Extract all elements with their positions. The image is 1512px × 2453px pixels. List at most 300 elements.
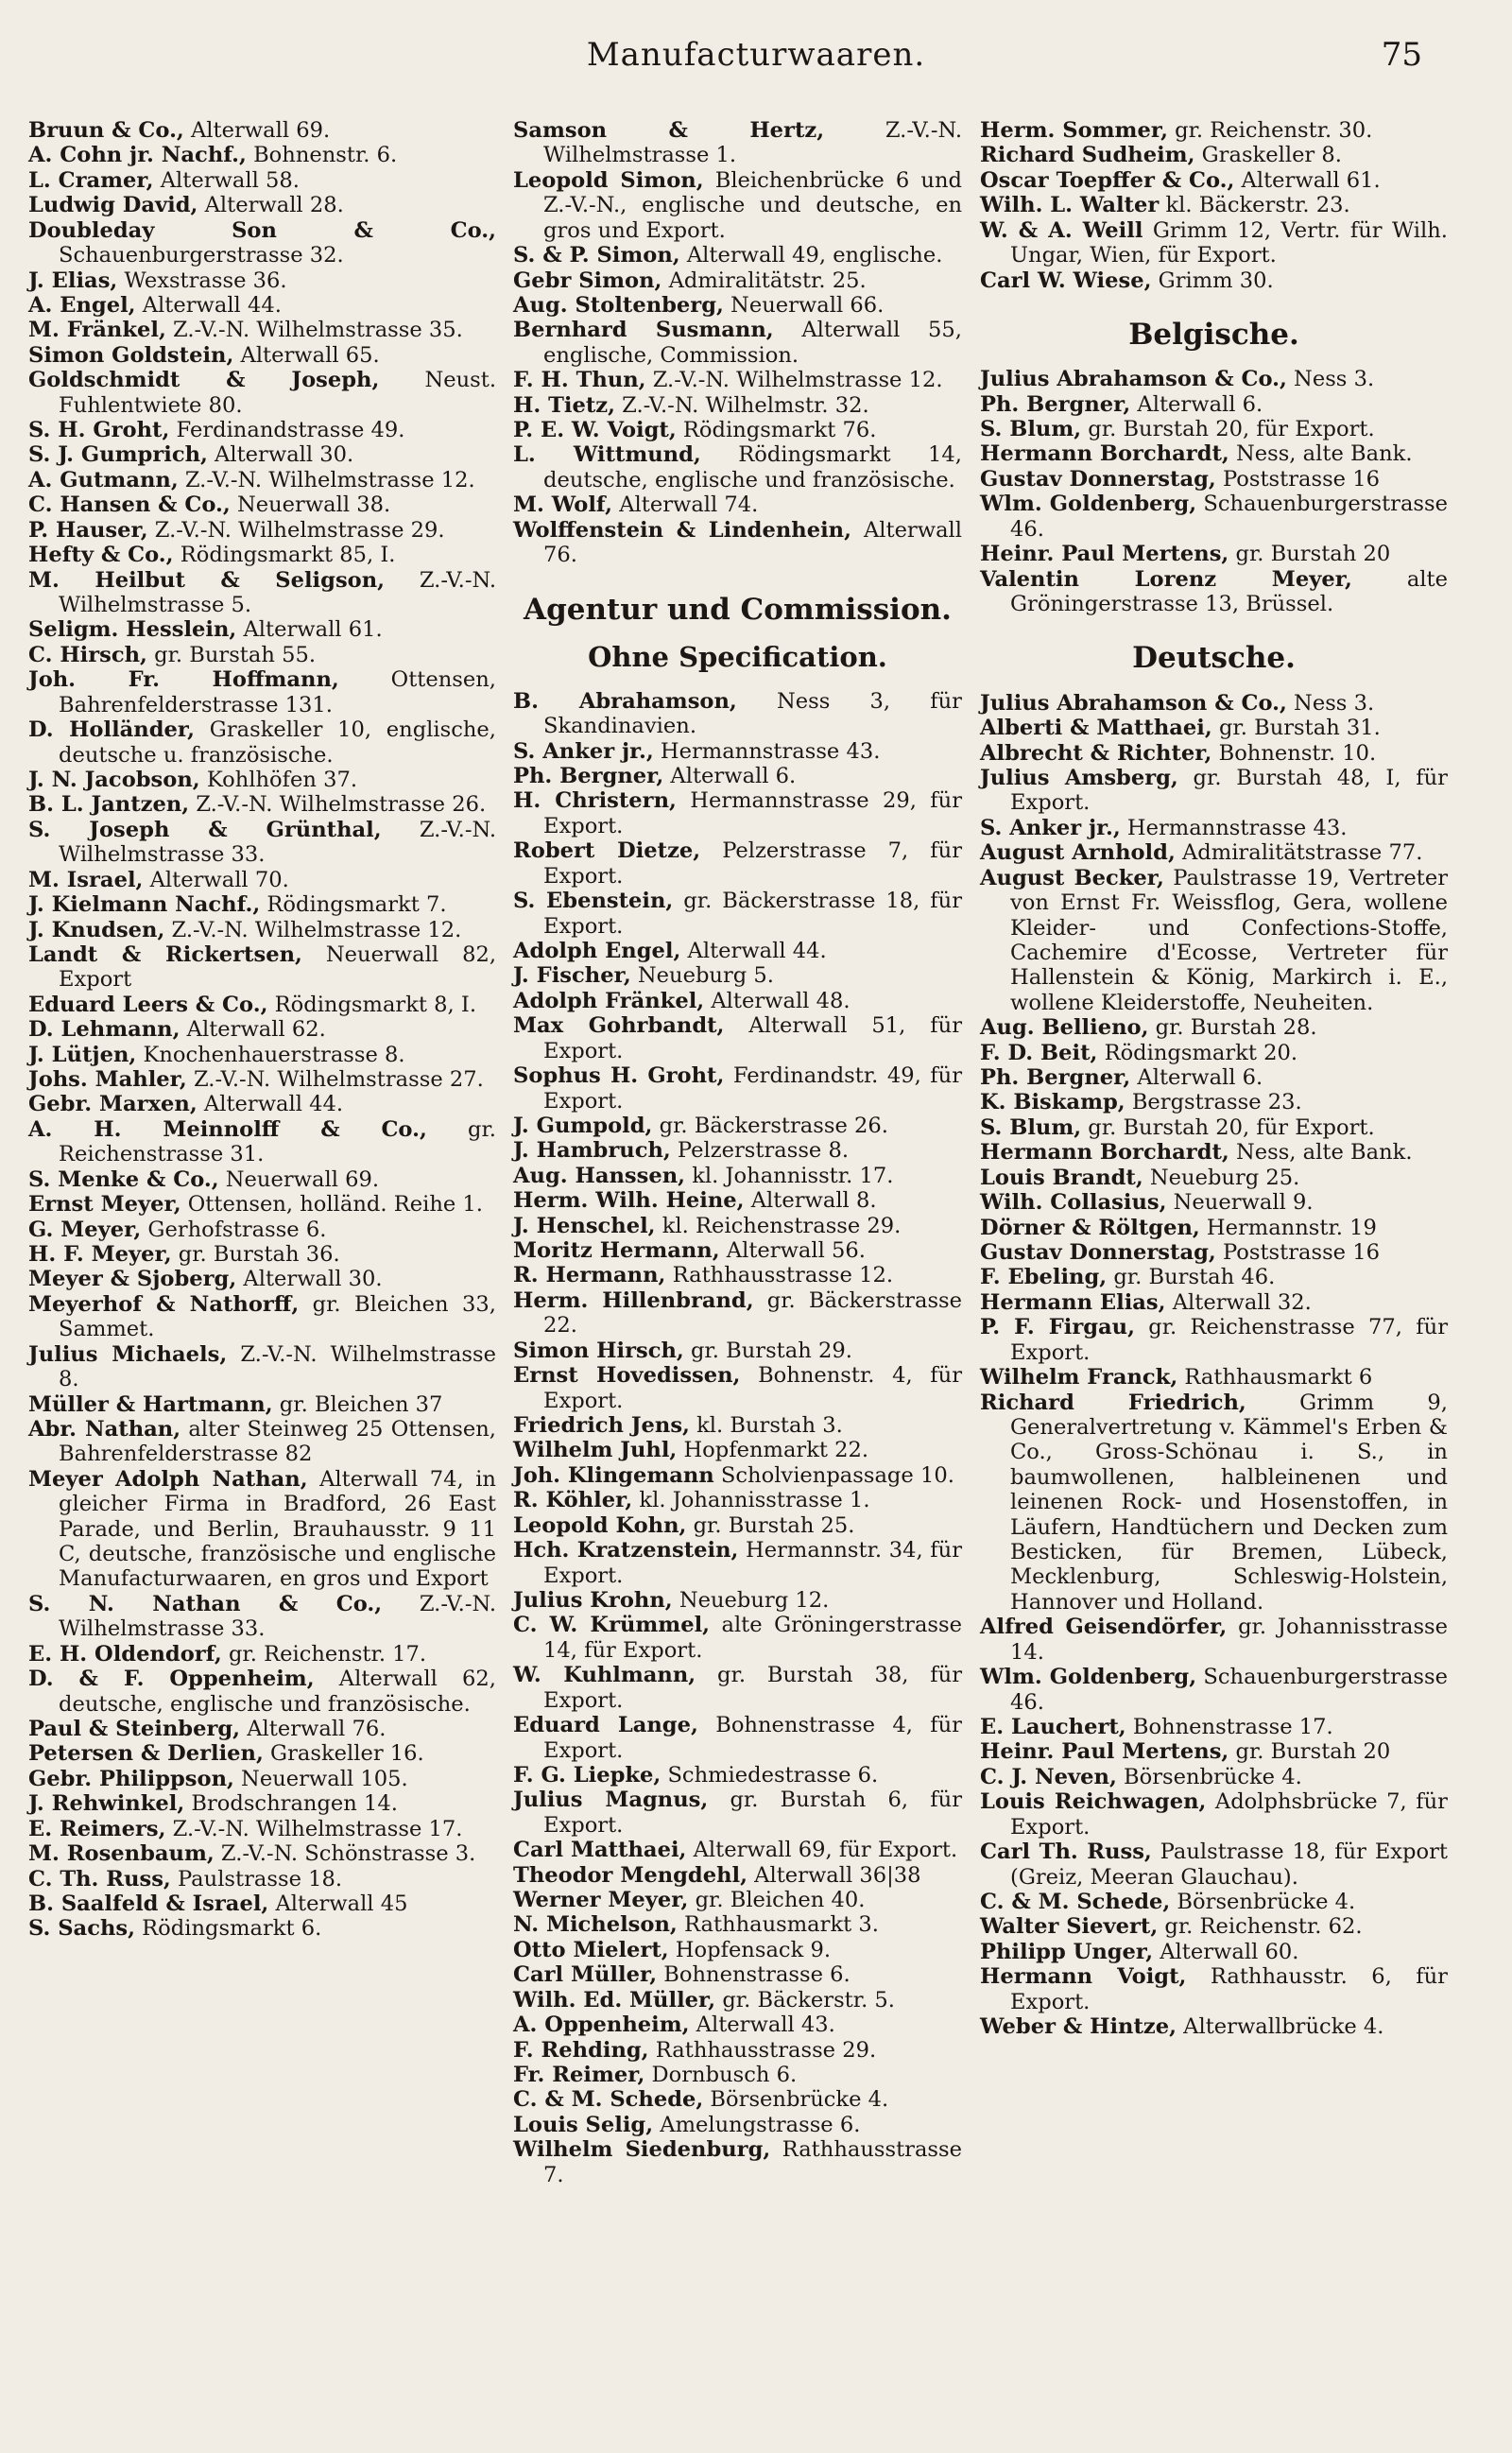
entry-firm-name: L. Wittmund, — [513, 442, 701, 468]
directory-entry — [513, 1138, 962, 1163]
directory-entry — [513, 1238, 962, 1263]
entry-address: Alterwall 28. — [198, 193, 344, 218]
column-3 — [980, 118, 1448, 2039]
entry-firm-name: R. Köhler, — [513, 1488, 633, 1513]
entry-address: Rödingsmarkt 14, deutsche, englische und französische. — [543, 442, 962, 492]
directory-entry — [513, 268, 962, 293]
entry-address: Poststrasse 16 — [1215, 1239, 1380, 1265]
directory-entry — [513, 1663, 962, 1713]
entry-address: gr. Burstah 20 — [1228, 1739, 1391, 1765]
entry-firm-name: Weber & Hintze, — [980, 2014, 1177, 2040]
directory-entry — [28, 1092, 496, 1116]
entry-firm-name: Müller & Hartmann, — [28, 1391, 273, 1417]
entry-address: Alterwall 51, für Export. — [543, 1013, 962, 1063]
entry-address: Börsenbrücke 4. — [1116, 1764, 1302, 1789]
entry-address: kl. Burstah 3. — [689, 1413, 843, 1439]
entry-address: Rathhausstrasse 29. — [648, 2037, 877, 2063]
entry-address: Z.-V.-N. Wilhelmstrasse 8. — [59, 1341, 496, 1392]
directory-entry — [28, 667, 496, 717]
entry-address: Alterwall 8. — [744, 1188, 877, 1214]
directory-entry — [980, 1265, 1448, 1289]
entry-address: alter Steinweg 25 Ottensen, Bahrenfelderstrasse 82 — [59, 1416, 496, 1467]
directory-entry — [513, 1888, 962, 1912]
directory-entry — [513, 1788, 962, 1838]
entry-firm-name: Julius Abrahamson & Co., — [980, 690, 1287, 716]
entry-address: Alterwall 32. — [1165, 1289, 1312, 1315]
entry-firm-name: Leopold Kohn, — [513, 1512, 687, 1538]
directory-entry — [513, 243, 962, 268]
directory-entry — [513, 1538, 962, 1588]
directory-entry — [980, 691, 1448, 716]
directory-entry — [28, 1867, 496, 1892]
entry-address: gr. Burstah 28. — [1148, 1015, 1317, 1041]
entry-address: Alterwall 70. — [143, 867, 289, 892]
entry-firm-name: Sophus H. Groht, — [513, 1063, 725, 1089]
entry-address: Alterwall 69, für Export. — [686, 1838, 958, 1863]
entry-firm-name: Philipp Unger, — [980, 1939, 1154, 1964]
directory-entry — [513, 2113, 962, 2137]
entry-firm-name: M. Israel, — [28, 867, 144, 892]
entry-address: gr. Reichenstr. 62. — [1158, 1914, 1363, 1940]
directory-entry — [980, 1890, 1448, 1914]
entry-address: gr. Burstah 25. — [686, 1512, 855, 1538]
directory-entry — [513, 1438, 962, 1462]
entry-firm-name: Hermann Elias, — [980, 1289, 1166, 1315]
entry-address: Z.-V.-N. Wilhelmstrasse 5. — [59, 567, 496, 618]
entry-address: Alterwall 58. — [153, 167, 300, 193]
directory-entry — [28, 1067, 496, 1092]
directory-entry — [980, 1840, 1448, 1890]
directory-entry — [980, 1914, 1448, 1939]
entry-address: Ness 3, für Skandinavien. — [543, 688, 962, 739]
directory-entry — [513, 442, 962, 492]
directory-entry — [28, 318, 496, 342]
entry-address: kl. Johannisstr. 17. — [685, 1163, 894, 1188]
entry-firm-name: Goldschmidt & Joseph, — [28, 368, 380, 393]
entry-address: Alterwall 56. — [719, 1238, 866, 1264]
directory-entry — [513, 1713, 962, 1763]
directory-entry — [980, 741, 1448, 766]
entry-firm-name: Wilhelm Juhl, — [513, 1438, 678, 1463]
entry-firm-name: Meyerhof & Nathorff, — [28, 1291, 300, 1317]
entry-address: gr. Burstah 38, für Export. — [543, 1663, 962, 1713]
entry-address: Z.-V.-N. Wilhelmstrasse 17. — [165, 1816, 463, 1841]
entry-firm-name: Louis Brandt, — [980, 1165, 1143, 1190]
entry-address: kl. Bäckerstr. 23. — [1159, 193, 1350, 218]
entry-firm-name: Werner Meyer, — [513, 1888, 689, 1913]
entry-firm-name: Gebr. Marxen, — [28, 1092, 198, 1117]
entry-address: Alterwall 60. — [1153, 1939, 1299, 1964]
entry-address: Z.-V.-N. Wilhelmstrasse 35. — [165, 318, 463, 343]
entry-address: Neuerwall 69. — [218, 1166, 380, 1192]
entry-firm-name: Herm. Wilh. Heine, — [513, 1188, 745, 1214]
section-heading-ohne: Ohne Specification. — [588, 640, 887, 673]
directory-entry — [980, 193, 1448, 217]
directory-entry — [980, 1065, 1448, 1090]
entry-firm-name: B. L. Jantzen, — [28, 792, 190, 818]
directory-entry — [513, 1164, 962, 1188]
entry-address: gr. Reichenstr. 17. — [221, 1641, 427, 1667]
directory-entry — [28, 218, 496, 268]
entry-address: Z.-V.-N. Wilhelmstrasse 26. — [189, 792, 487, 818]
entry-address: Alterwall 61. — [236, 617, 383, 643]
entry-firm-name: Dörner & Röltgen, — [980, 1215, 1200, 1240]
entry-address: Bohnenstrasse 17. — [1125, 1715, 1333, 1739]
entry-address: gr. Bleichen 37 — [272, 1391, 443, 1417]
entry-firm-name: N. Michelson, — [513, 1912, 678, 1938]
directory-entry — [513, 1912, 962, 1937]
entry-address: Neust. Fuhlentwiete 80. — [59, 368, 496, 418]
entry-address: Hermannstrasse 43. — [653, 738, 881, 764]
entry-firm-name: Adolph Fränkel, — [513, 988, 705, 1013]
directory-entry — [513, 168, 962, 243]
entry-address: Neueburg 5. — [630, 963, 774, 989]
directory-entry — [980, 1940, 1448, 1964]
directory-entry — [980, 542, 1448, 566]
entry-address: Schauenburgerstrasse 46. — [1010, 1665, 1448, 1715]
directory-entry — [28, 792, 496, 817]
entry-address: gr. Reichenstrasse 31. — [59, 1116, 496, 1167]
entry-address: Z.-V.-N. Wilhelmstrasse 1. — [543, 118, 962, 168]
entry-firm-name: S. N. Nathan & Co., — [28, 1591, 383, 1616]
entry-address: Paulstrasse 18. — [170, 1866, 343, 1892]
entry-address: gr. Johannisstrasse 14. — [1010, 1615, 1448, 1665]
entry-address: Alterwall 62, deutsche, englische und französische. — [59, 1667, 496, 1717]
entry-firm-name: Theodor Mengdehl, — [513, 1862, 747, 1888]
entry-address: Ness 3. — [1286, 367, 1375, 392]
directory-entry — [513, 1938, 962, 1962]
entry-firm-name: S. Menke & Co., — [28, 1166, 219, 1192]
directory-entry — [980, 1115, 1448, 1140]
directory-entry — [513, 492, 962, 517]
entry-address: Pelzerstrasse 7, für Export. — [543, 838, 962, 889]
directory-entry — [513, 1962, 962, 1987]
directory-entry — [513, 1763, 962, 1788]
directory-entry — [28, 492, 496, 517]
entry-address: Z.-V.-N. Wilhelmstrasse 29. — [147, 517, 445, 543]
directory-entry — [28, 193, 496, 217]
entry-firm-name: Hefty & Co., — [28, 543, 174, 568]
directory-entry — [980, 716, 1448, 740]
directory-entry — [513, 1613, 962, 1663]
directory-entry — [513, 1214, 962, 1238]
page-header — [0, 28, 1512, 85]
entry-address: Alterwall 74, in gleicher Firma in Bradford, 26 East Parade, und Berlin, Brauhausstr. 9 11 C, deutsche, französische und englische Manufacturwaaren, en gros und Export — [59, 1466, 496, 1592]
entry-address: gr. Bäckerstr. 5. — [715, 1987, 895, 2012]
directory-entry — [980, 567, 1448, 617]
entry-firm-name: E. Lauchert, — [980, 1715, 1126, 1739]
entry-address: Ottensen, Bahrenfelderstrasse 131. — [59, 667, 496, 717]
directory-entry — [980, 168, 1448, 193]
entry-firm-name: A. Engel, — [28, 292, 136, 318]
entry-firm-name: P. Hauser, — [28, 517, 148, 543]
entry-address: Ottensen, holländ. Reihe 1. — [180, 1192, 483, 1218]
entry-address: kl. Johannisstrasse 1. — [632, 1488, 870, 1513]
entry-firm-name: Carl W. Wiese, — [980, 268, 1152, 293]
entry-address: Rathhausstr. 6, für Export. — [1010, 1964, 1448, 2014]
directory-entry — [513, 689, 962, 739]
directory-entry — [28, 818, 496, 868]
entry-address: Alterwall 45 — [268, 1891, 408, 1916]
directory-entry — [513, 1863, 962, 1888]
entry-address: gr. Burstah 31. — [1211, 716, 1381, 741]
entry-address: Hermannstrasse 29, für Export. — [543, 788, 962, 838]
directory-entry — [513, 2012, 962, 2037]
directory-entry — [513, 518, 962, 568]
directory-entry — [513, 739, 962, 764]
entry-firm-name: Wilhelm Franck, — [980, 1365, 1178, 1391]
directory-entry — [513, 2063, 962, 2087]
entry-firm-name: P. E. W. Voigt, — [513, 418, 677, 443]
entry-address: Alterwall 55, englische, Commission. — [543, 318, 962, 368]
entry-address: gr. Bleichen 33, Sammet. — [59, 1291, 496, 1342]
directory-entry — [980, 1216, 1448, 1240]
entry-address: Z.-V.-N. Wilhelmstrasse 33. — [59, 817, 496, 868]
entry-address: Alterwall 62. — [180, 1017, 326, 1043]
entry-firm-name: Julius Amsberg, — [980, 765, 1178, 790]
entry-firm-name: Julius Abrahamson & Co., — [980, 367, 1287, 392]
directory-entry — [980, 1290, 1448, 1315]
directory-entry — [28, 268, 496, 293]
entry-address: Alterwall 65. — [233, 342, 380, 368]
entry-firm-name: Heinr. Paul Mertens, — [980, 1739, 1229, 1765]
directory-entry — [28, 1817, 496, 1841]
entry-firm-name: W. Kuhlmann, — [513, 1663, 696, 1688]
entry-firm-name: Heinr. Paul Mertens, — [980, 542, 1229, 567]
directory-entry — [28, 892, 496, 917]
entry-firm-name: S. Ebenstein, — [513, 889, 674, 914]
entry-firm-name: Carl Müller, — [513, 1962, 658, 1988]
entry-firm-name: Gustav Donnerstag, — [980, 466, 1216, 492]
directory-entry — [28, 1342, 496, 1392]
entry-address: Bohnenstr. 10. — [1211, 740, 1377, 766]
entry-firm-name: F. Rehding, — [513, 2037, 649, 2063]
entry-firm-name: A. Oppenheim, — [513, 2012, 690, 2038]
entry-firm-name: S. Anker jr., — [980, 815, 1121, 840]
entry-firm-name: Wilh. Ed. Müller, — [513, 1987, 716, 2012]
directory-entry — [513, 1988, 962, 2012]
directory-entry — [980, 218, 1448, 268]
entry-firm-name: Simon Goldstein, — [28, 342, 234, 368]
entry-address: gr. Reichenstr. 30. — [1167, 118, 1373, 143]
entry-address: Grimm 12, Vertr. für Wilh. Ungar, Wien, für Export. — [1010, 217, 1448, 268]
directory-entry — [513, 989, 962, 1013]
entry-address: Alterwall 49, englische. — [679, 243, 943, 268]
entry-firm-name: M. Rosenbaum, — [28, 1841, 215, 1867]
entry-firm-name: Albrecht & Richter, — [980, 740, 1212, 766]
directory-entry — [980, 392, 1448, 417]
entry-firm-name: H. Christern, — [513, 788, 677, 814]
directory-entry — [28, 1717, 496, 1741]
directory-entry — [28, 343, 496, 368]
directory-entry — [28, 1767, 496, 1791]
entry-address: Neuerwall 66. — [723, 292, 885, 318]
entry-firm-name: Richard Sudheim, — [980, 143, 1195, 168]
directory-entry — [28, 293, 496, 318]
entry-address: Ferdinandstrasse 49. — [169, 418, 405, 443]
entry-address: Rödingsmarkt 6. — [134, 1916, 322, 1942]
entry-firm-name: Wlm. Goldenberg, — [980, 1665, 1197, 1690]
entry-address: Z.-V.-N. Schönstrasse 3. — [214, 1841, 476, 1867]
entry-firm-name: Johs. Mahler, — [28, 1067, 187, 1093]
directory-entry — [28, 168, 496, 193]
entry-address: gr. Burstah 36. — [171, 1241, 340, 1267]
directory-entry — [980, 1315, 1448, 1365]
directory-entry — [513, 1013, 962, 1063]
directory-entry — [980, 1090, 1448, 1114]
directory-entry — [513, 393, 962, 418]
entry-firm-name: Gustav Donnerstag, — [980, 1239, 1216, 1265]
entry-firm-name: J. Kielmann Nachf., — [28, 892, 261, 918]
directory-entry — [980, 1789, 1448, 1840]
entry-address: Alterwall 44. — [680, 939, 827, 963]
entry-firm-name: Carl Th. Russ, — [980, 1840, 1152, 1865]
directory-entry — [28, 918, 496, 942]
entry-address: Schauenburgerstrasse 32. — [59, 243, 344, 268]
entry-firm-name: August Arnhold, — [980, 840, 1176, 866]
entry-firm-name: Doubleday Son & Co., — [28, 217, 496, 243]
entry-address: Adolphsbrücke 7, für Export. — [1010, 1789, 1448, 1840]
entry-address: Bohnenstrasse 6. — [657, 1962, 850, 1988]
entry-firm-name: Wilh. Collasius, — [980, 1190, 1167, 1216]
entry-firm-name: C. Hirsch, — [28, 642, 147, 667]
entry-firm-name: M. Wolf, — [513, 492, 613, 518]
entry-firm-name: Bruun & Co., — [28, 118, 184, 143]
directory-entry — [28, 1916, 496, 1941]
directory-entry — [980, 1964, 1448, 2014]
entry-firm-name: Ernst Hovedissen, — [513, 1363, 741, 1389]
directory-entry — [980, 1140, 1448, 1165]
entry-address: gr. Bleichen 40. — [688, 1888, 866, 1913]
directory-entry — [28, 418, 496, 442]
entry-firm-name: Louis Selig, — [513, 2112, 654, 2137]
entry-address: Graskeller 10, englische, deutsche u. französische. — [59, 717, 496, 768]
entry-firm-name: Fr. Reimer, — [513, 2062, 645, 2087]
entry-firm-name: W. & A. Weill — [980, 217, 1143, 243]
entry-firm-name: Ph. Bergner, — [513, 764, 664, 789]
directory-entry — [28, 1741, 496, 1766]
entry-address: gr. Bäckerstrasse 26. — [652, 1113, 888, 1138]
entry-firm-name: S. Sachs, — [28, 1916, 135, 1942]
entry-firm-name: P. F. Firgau, — [980, 1315, 1135, 1340]
directory-entry — [513, 293, 962, 318]
entry-address: Grimm 9, Generalvertretung v. Kämmel's Erben & Co., Gross-Schönau i. S., in baumwollenen, halbleinenen und leinenen Rock- und Hosenstoffen, in Läufern, Handtüchern und Decken zum Besticken, für Bremen, Lübeck, Mecklenburg, Schleswig-Holstein, Hannover und Holland. — [1010, 1390, 1448, 1615]
entry-firm-name: Herm. Sommer, — [980, 118, 1168, 143]
directory-entry — [980, 1015, 1448, 1040]
entry-firm-name: J. N. Jacobson, — [28, 767, 200, 792]
entry-firm-name: F. H. Thun, — [513, 368, 646, 393]
entry-address: Wexstrasse 36. — [117, 268, 287, 293]
entry-address: Z.-V.-N. Wilhelmstr. 32. — [614, 392, 869, 418]
entry-firm-name: D. Holländer, — [28, 717, 196, 743]
entry-address: gr. Bäckerstrasse 22. — [543, 1287, 963, 1339]
directory-entry — [980, 441, 1448, 466]
directory-entry — [28, 368, 496, 418]
entry-firm-name: J. Elias, — [28, 268, 118, 293]
entry-firm-name: K. Biskamp, — [980, 1090, 1125, 1115]
entry-firm-name: S. H. Groht, — [28, 418, 170, 443]
entry-firm-name: J. Knudsen, — [28, 917, 165, 942]
entry-address: Kohlhöfen 37. — [199, 767, 358, 792]
entry-address: Alterwall 44. — [135, 292, 282, 318]
entry-address: Admiralitätstr. 25. — [662, 268, 867, 293]
directory-entry — [980, 417, 1448, 441]
directory-entry — [513, 1588, 962, 1613]
entry-firm-name: Adolph Engel, — [513, 939, 681, 963]
entry-address: Neuerwall 105. — [233, 1766, 408, 1791]
entry-address: Admiralitätstrasse 77. — [1175, 840, 1423, 866]
entry-firm-name: Richard Friedrich, — [980, 1390, 1246, 1415]
entry-firm-name: Carl Matthaei, — [513, 1838, 687, 1863]
entry-address: Neueburg 25. — [1143, 1165, 1300, 1190]
entry-list — [28, 118, 496, 1942]
entry-firm-name: J. Fischer, — [513, 963, 631, 989]
entry-address: gr. Burstah 6, für Export. — [543, 1788, 962, 1838]
directory-entry — [513, 838, 962, 889]
entry-address: Alterwall 6. — [1130, 1065, 1263, 1091]
entry-firm-name: Landt & Rickertsen, — [28, 941, 302, 967]
entry-firm-name: M. Fränkel, — [28, 318, 166, 343]
entry-firm-name: H. Tietz, — [513, 392, 615, 418]
entry-list — [513, 689, 962, 2187]
entry-firm-name: Eduard Lange, — [513, 1713, 698, 1738]
entry-list — [513, 118, 962, 568]
directory-entry — [513, 318, 962, 368]
entry-address: Alterwallbrücke 4. — [1176, 2014, 1384, 2040]
entry-address: alte Gröningerstrasse 13, Brüssel. — [1010, 566, 1448, 617]
entry-firm-name: Moritz Hermann, — [513, 1238, 720, 1264]
entry-address: Ferdinandstr. 49, für Export. — [543, 1063, 963, 1114]
entry-firm-name: Bernhard Susmann, — [513, 318, 774, 343]
entry-address: Börsenbrücke 4. — [1170, 1889, 1356, 1914]
entry-address: Neuerwall 82, Export — [59, 941, 496, 993]
entry-address: Z.-V.-N. Wilhelmstrasse 12. — [178, 467, 475, 492]
directory-entry — [28, 118, 496, 143]
directory-entry — [28, 942, 496, 993]
section-heading-deutsche: Deutsche. — [1132, 641, 1296, 676]
entry-firm-name: Eduard Leers & Co., — [28, 992, 268, 1017]
directory-entry — [980, 1765, 1448, 1789]
directory-entry — [28, 468, 496, 492]
entry-address: Rathhausstrasse 12. — [665, 1263, 894, 1288]
directory-entry — [28, 868, 496, 892]
entry-firm-name: S. Blum, — [980, 1114, 1082, 1140]
entry-address: Ness, alte Bank. — [1228, 1140, 1413, 1166]
entry-list — [980, 118, 1448, 293]
entry-firm-name: Aug. Stoltenberg, — [513, 292, 724, 318]
entry-address: Alterwall 44. — [197, 1092, 344, 1117]
entry-list — [980, 367, 1448, 616]
entry-address: Paulstrasse 18, für Export (Greiz, Meeran Glauchau). — [1010, 1840, 1448, 1890]
entry-firm-name: A. H. Meinnolff & Co., — [28, 1116, 427, 1142]
entry-firm-name: M. Heilbut & Seligson, — [28, 567, 386, 593]
entry-firm-name: D. & F. Oppenheim, — [28, 1667, 315, 1692]
directory-entry — [513, 1488, 962, 1512]
directory-entry — [513, 418, 962, 442]
entry-address: Hermannstrasse 43. — [1120, 815, 1348, 840]
entry-firm-name: Oscar Toepffer & Co., — [980, 167, 1235, 193]
entry-address: Knochenhauerstrasse 8. — [136, 1042, 405, 1067]
entry-address: Alterwall 6. — [663, 764, 797, 789]
column-2 — [513, 118, 962, 2187]
entry-address: alte Gröningerstrasse 14, für Export. — [543, 1613, 962, 1663]
entry-address: Alterwall 6. — [1130, 391, 1263, 417]
entry-firm-name: G. Meyer, — [28, 1217, 142, 1242]
entry-firm-name: J. Rehwinkel, — [28, 1791, 185, 1817]
entry-firm-name: Aug. Hanssen, — [513, 1163, 686, 1188]
entry-firm-name: Petersen & Derlien, — [28, 1741, 264, 1767]
entry-address: gr. Reichenstrasse 77, für Export. — [1010, 1315, 1448, 1365]
